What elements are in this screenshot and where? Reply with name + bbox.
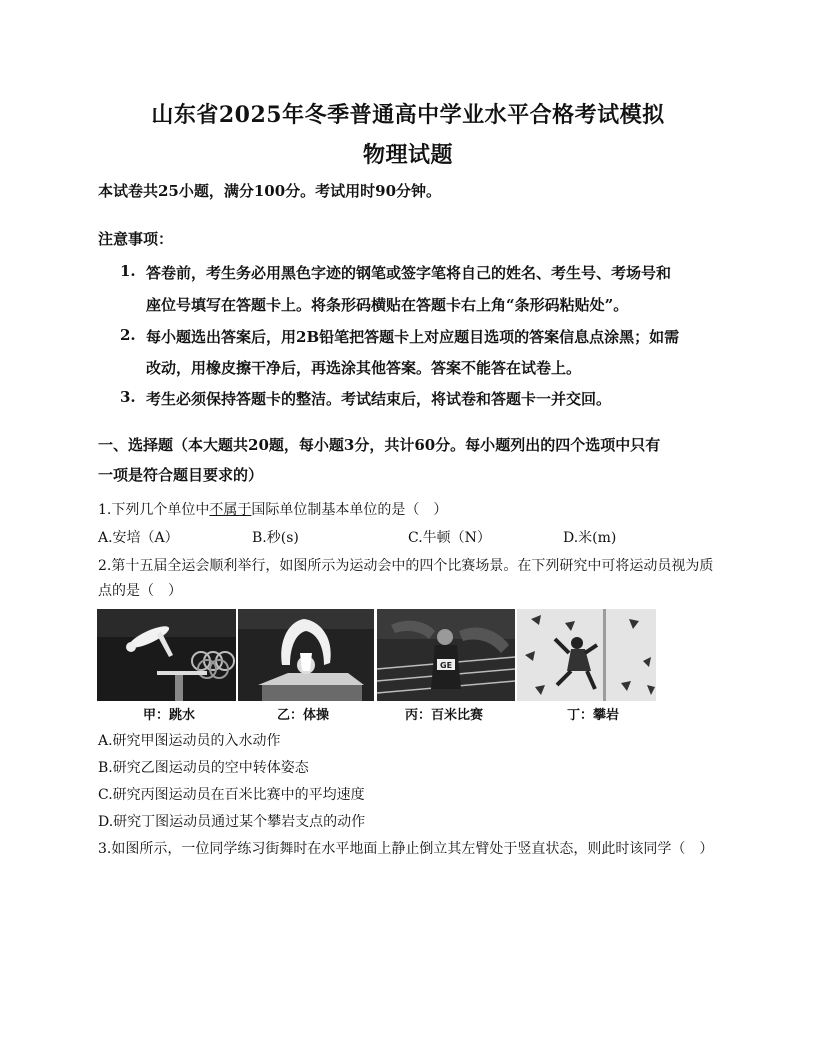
exam-subtitle: 物理试题 [362, 142, 453, 168]
sprint-photo [377, 609, 515, 701]
question-2-option-b: B.研究乙图运动员的空中转体姿态 [98, 760, 309, 776]
question-1-option-b: B.秒(s) [252, 530, 299, 546]
caption-sprint: 丙：百米比赛 [405, 708, 484, 723]
question-1-option-a: A.安培（A） [98, 530, 179, 546]
note-1-line-1: 答卷前，考生务必用黑色字迹的钢笔或签字笔将自己的姓名、考生号、考场号和 [146, 264, 672, 282]
climbing-photo [517, 609, 656, 701]
caption-climbing: 丁：攀岩 [567, 708, 620, 723]
exam-intro: 本试卷共25小题，满分100分。考试用时90分钟。 [98, 182, 442, 200]
race-bib: GE [440, 661, 453, 670]
question-2-stem-line-2: 点的是（ ） [98, 583, 182, 599]
note-2-line-2: 改动，用橡皮擦干净后，再选涂其他答案。答案不能答在试卷上。 [146, 359, 582, 377]
section-1-heading-line-1: 一、选择题（本大题共20题，每小题3分，共计60分。每小题列出的四个选项中只有 [98, 436, 661, 454]
diving-photo [97, 609, 236, 701]
question-2-option-c: C.研究丙图运动员在百米比赛中的平均速度 [98, 787, 365, 803]
note-2-number: 2. [120, 326, 136, 344]
question-1-option-d: D.米(m) [563, 530, 617, 546]
question-1-stem-pre: 1.下列几个单位中 [98, 502, 210, 518]
notes-heading: 注意事项： [98, 230, 174, 248]
section-1-heading-line-2: 一项是符合题目要求的） [98, 466, 264, 484]
note-3-number: 3. [120, 388, 136, 406]
note-2-line-1: 每小题选出答案后，用2B铅笔把答题卡上对应题目选项的答案信息点涂黑；如需 [146, 328, 680, 346]
note-1-number: 1. [120, 262, 136, 280]
question-2-stem-line-1: 2.第十五届全运会顺利举行，如图所示为运动会中的四个比赛场景。在下列研究中可将运动员视为质 [98, 558, 714, 574]
note-1-line-2: 座位号填写在答题卡上。将条形码横贴在答题卡右上角“条形码粘贴处”。 [146, 296, 629, 314]
note-3-line-1: 考生必须保持答题卡的整洁。考试结束后，将试卷和答题卡一并交回。 [146, 390, 612, 408]
exam-title: 山东省2025年冬季普通高中学业水平合格考试模拟 [151, 102, 665, 128]
gymnastics-photo [238, 609, 374, 701]
question-1-stem [98, 499, 447, 519]
question-2-option-d: D.研究丁图运动员通过某个攀岩支点的动作 [98, 814, 366, 830]
caption-diving: 甲：跳水 [143, 708, 196, 723]
question-3-stem: 3.如图所示，一位同学练习街舞时在水平地面上静止倒立其左臂处于竖直状态，则此时该同学（ ） [98, 841, 714, 857]
question-2-option-a: A.研究甲图运动员的入水动作 [98, 733, 281, 749]
question-1-option-c: C.牛顿（N） [408, 530, 491, 546]
question-1-stem-emphasis: 不属于 [209, 502, 252, 518]
question-1-stem-post: 国际单位制基本单位的是（ ） [251, 502, 448, 518]
caption-gymnastics: 乙：体操 [277, 708, 330, 723]
